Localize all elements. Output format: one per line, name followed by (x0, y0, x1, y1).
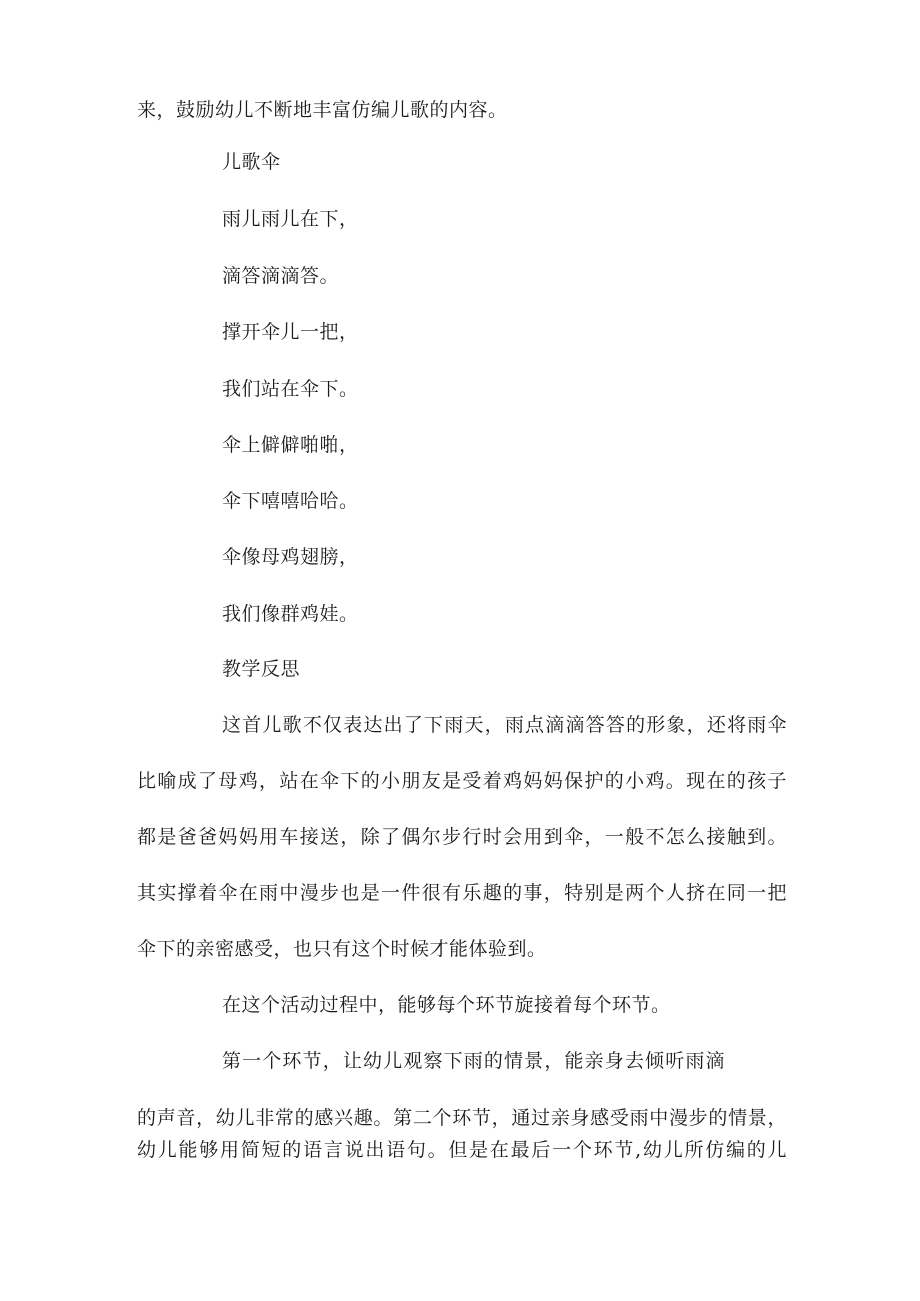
poem-title: 儿歌伞 (222, 151, 281, 173)
poem-line: 雨儿雨儿在下， (222, 208, 359, 230)
poem-line: 撑开伞儿一把， (222, 321, 359, 343)
reflection-heading: 教学反思 (222, 658, 301, 680)
poem-line: 伞像母鸡翅膀， (222, 546, 359, 568)
paragraph-line: 幼儿能够用简短的语言说出语句。但是在最后一个环节,幼儿所仿编的儿 (137, 1139, 787, 1161)
poem-line: 我们站在伞下。 (222, 378, 359, 400)
paragraph-line: 其实撑着伞在雨中漫步也是一件很有乐趣的事，特别是两个人挤在同一把 (137, 882, 787, 904)
opening-line: 来，鼓励幼儿不断地丰富仿编儿歌的内容。 (137, 99, 508, 121)
paragraph-line: 第一个环节，让幼儿观察下雨的情景，能亲身去倾听雨滴 (222, 1050, 725, 1072)
paragraph-line: 的声音，幼儿非常的感兴趣。第二个环节，通过亲身感受雨中漫步的情景， (137, 1107, 787, 1129)
poem-line: 伞上僻僻啪啪， (222, 434, 359, 456)
paragraph-line: 比喻成了母鸡，站在伞下的小朋友是受着鸡妈妈保护的小鸡。现在的孩子 (137, 770, 787, 792)
paragraph-line: 在这个活动过程中，能够每个环节旋接着每个环节。 (222, 994, 671, 1016)
paragraph-line: 都是爸爸妈妈用车接送，除了偶尔步行时会用到伞，一般不怎么接触到。 (137, 826, 787, 848)
poem-line: 伞下嘻嘻哈哈。 (222, 490, 359, 512)
paragraph-line: 伞下的亲密感受，也只有这个时候才能体验到。 (137, 938, 547, 960)
poem-line: 滴答滴滴答。 (222, 265, 340, 287)
poem-line: 我们像群鸡娃。 (222, 603, 359, 625)
paragraph-line: 这首儿歌不仅表达出了下雨天，雨点滴滴答答的形象，还将雨伞 (222, 714, 787, 736)
